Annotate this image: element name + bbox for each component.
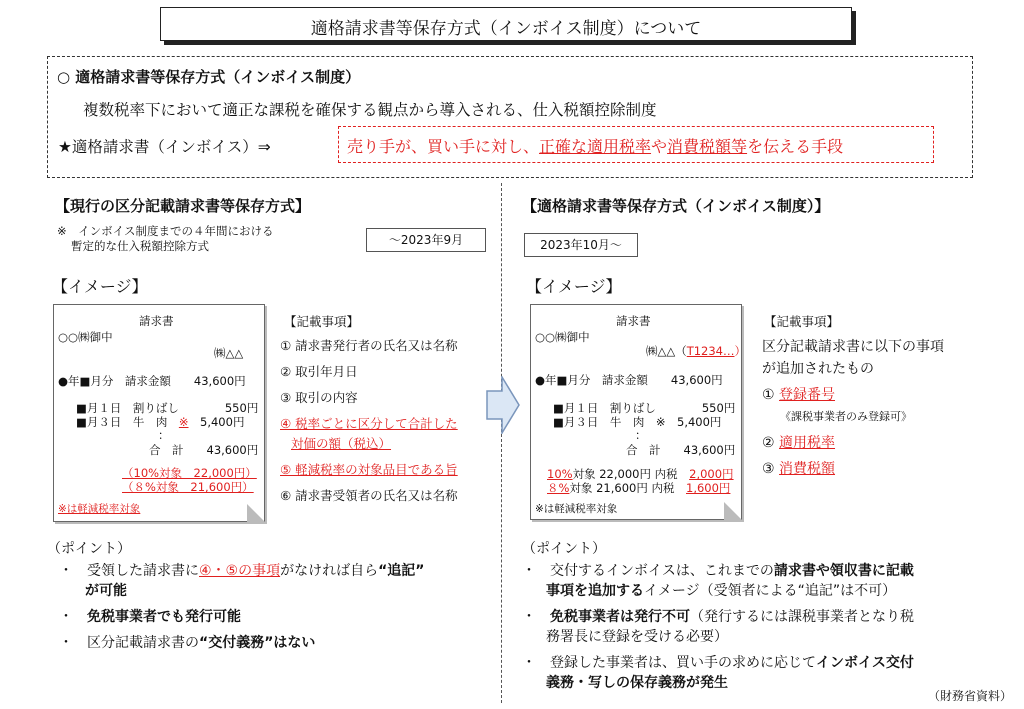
left-image-label: 【イメージ】: [52, 277, 148, 296]
invoice-row-1: ■月１日 割りばし 550円: [553, 401, 736, 415]
left-point-3: ・ 区分記載請求書の“交付義務”はない: [59, 635, 316, 651]
invoice-row-1: ■月１日 割りばし 550円: [76, 401, 259, 415]
left-heading: 【現行の区分記載請求書等保存方式】: [55, 197, 311, 215]
left-item-6: ⑥ 請求書受領者の氏名又は名称: [280, 488, 458, 503]
right-point-1: ・ 交付するインボイスは、これまでの請求書や領収書に記載: [522, 563, 914, 579]
left-point-title: （ポイント）: [47, 541, 131, 557]
invoice-addressee: ○○㈱御中: [535, 330, 590, 344]
right-point-1-cont: 事項を追加するイメージ（受領者による“追記”は不可）: [546, 583, 897, 599]
left-items-title: 【記載事項】: [284, 314, 360, 329]
invoice-month-row: ●年■月分 請求金額 43,600円: [58, 374, 246, 388]
right-heading: 【適格請求書等保存方式（インボイス制度）】: [522, 197, 830, 215]
left-points: [47, 560, 497, 650]
right-arrow-icon: [486, 376, 520, 434]
invoice-total: 合 計 43,600円: [626, 443, 736, 457]
invoice-row-2: ■月３日 牛 肉 ※ 5,400円: [76, 415, 245, 429]
invoice-rate-10: 10%対象 22,000円 内税 2,000円: [547, 467, 734, 481]
invoice-footnote: ※は軽減税率対象: [535, 503, 618, 515]
left-item-4a: ④ 税率ごとに区分して合計した: [280, 416, 458, 431]
summary-description: 複数税率下において適正な課税を確保する観点から導入される、仕入税額控除制度: [83, 101, 657, 119]
left-point-2: ・ 免税事業者でも発行可能: [59, 609, 241, 625]
invoice-addressee: ○○㈱御中: [58, 330, 113, 344]
right-items-title: 【記載事項】: [764, 314, 840, 329]
invoice-month-row: ●年■月分 請求金額 43,600円: [535, 373, 723, 387]
invoice-sum-8: （８%対象 21,600円）: [122, 480, 254, 494]
invoice-total: 合 計 43,600円: [149, 443, 259, 457]
invoice-title: 請求書: [616, 314, 651, 328]
right-items: [760, 312, 1010, 482]
paper-fold: [724, 502, 742, 520]
invoice-rate-8: ８%対象 21,600円 内税 1,600円: [547, 481, 731, 495]
invoice-issuer: ㈱△△（T1234…）: [646, 344, 746, 358]
left-point-1: ・ 受領した請求書に④・⑤の事項がなければ自ら“追記”: [59, 563, 425, 579]
right-item-1-note: 《課税事業者のみ登録可》: [780, 410, 912, 423]
left-item-4b: 対価の額（税込）: [291, 436, 392, 451]
right-points: [522, 560, 1017, 690]
right-point-2: ・ 免税事業者は発行不可（発行するには課税事業者となり税: [522, 609, 914, 625]
right-item-2: ② 適用税率: [762, 435, 836, 451]
center-divider: [501, 183, 502, 703]
page-title: 適格請求書等保存方式（インボイス制度）について: [310, 19, 702, 39]
right-point-3: ・ 登録した事業者は、買い手の求めに応じてインボイス交付: [522, 655, 914, 671]
invoice-issuer: ㈱△△: [214, 346, 244, 360]
right-date-box: 2023年10月～: [524, 233, 638, 257]
source-note: （財務省資料）: [927, 689, 1012, 703]
right-point-3-cont: 義務・写しの保存義務が発生: [546, 675, 728, 691]
summary-star-label: ★適格請求書（インボイス）⇒: [58, 138, 271, 156]
right-items-intro-1: 区分記載請求書に以下の事項: [762, 339, 944, 355]
left-invoice: [53, 304, 265, 522]
left-items: [280, 312, 495, 512]
summary-box: [47, 56, 973, 178]
summary-means-box: [338, 126, 934, 163]
page-title-box: [160, 7, 852, 41]
right-point-2-cont: 務署長に登録を受ける必要）: [546, 629, 728, 645]
left-item-1: ① 請求書発行者の氏名又は名称: [280, 338, 458, 353]
invoice-colon: ：: [635, 428, 647, 442]
summary-means-text: 売り手が、買い手に対し、正確な適用税率や消費税額等を伝える手段: [347, 137, 844, 156]
left-point-1-cont: が可能: [85, 583, 127, 599]
right-item-3: ③ 消費税額: [762, 461, 836, 477]
right-point-title: （ポイント）: [522, 541, 606, 557]
left-item-3: ③ 取引の内容: [280, 390, 358, 405]
invoice-colon: ：: [158, 428, 170, 442]
right-items-intro-2: が追加されたもの: [762, 361, 874, 377]
right-item-1: ① 登録番号: [762, 387, 836, 403]
left-item-2: ② 取引年月日: [280, 364, 358, 379]
invoice-sum-10: （10%対象 22,000円）: [122, 466, 257, 480]
invoice-footnote: ※は軽減税率対象: [58, 503, 141, 515]
invoice-title: 請求書: [139, 314, 174, 328]
left-note: ※ インボイス制度までの４年間における 暫定的な仕入税額控除方式: [57, 224, 274, 253]
summary-heading: ○ 適格請求書等保存方式（インボイス制度）: [57, 68, 361, 86]
invoice-row-2: ■月３日 牛 肉 ※ 5,400円: [553, 415, 722, 429]
right-invoice: [530, 304, 746, 520]
right-image-label: 【イメージ】: [526, 277, 622, 296]
left-date-box: ～2023年9月: [366, 228, 486, 252]
paper-fold: [247, 504, 265, 522]
left-item-5: ⑤ 軽減税率の対象品目である旨: [280, 462, 458, 477]
